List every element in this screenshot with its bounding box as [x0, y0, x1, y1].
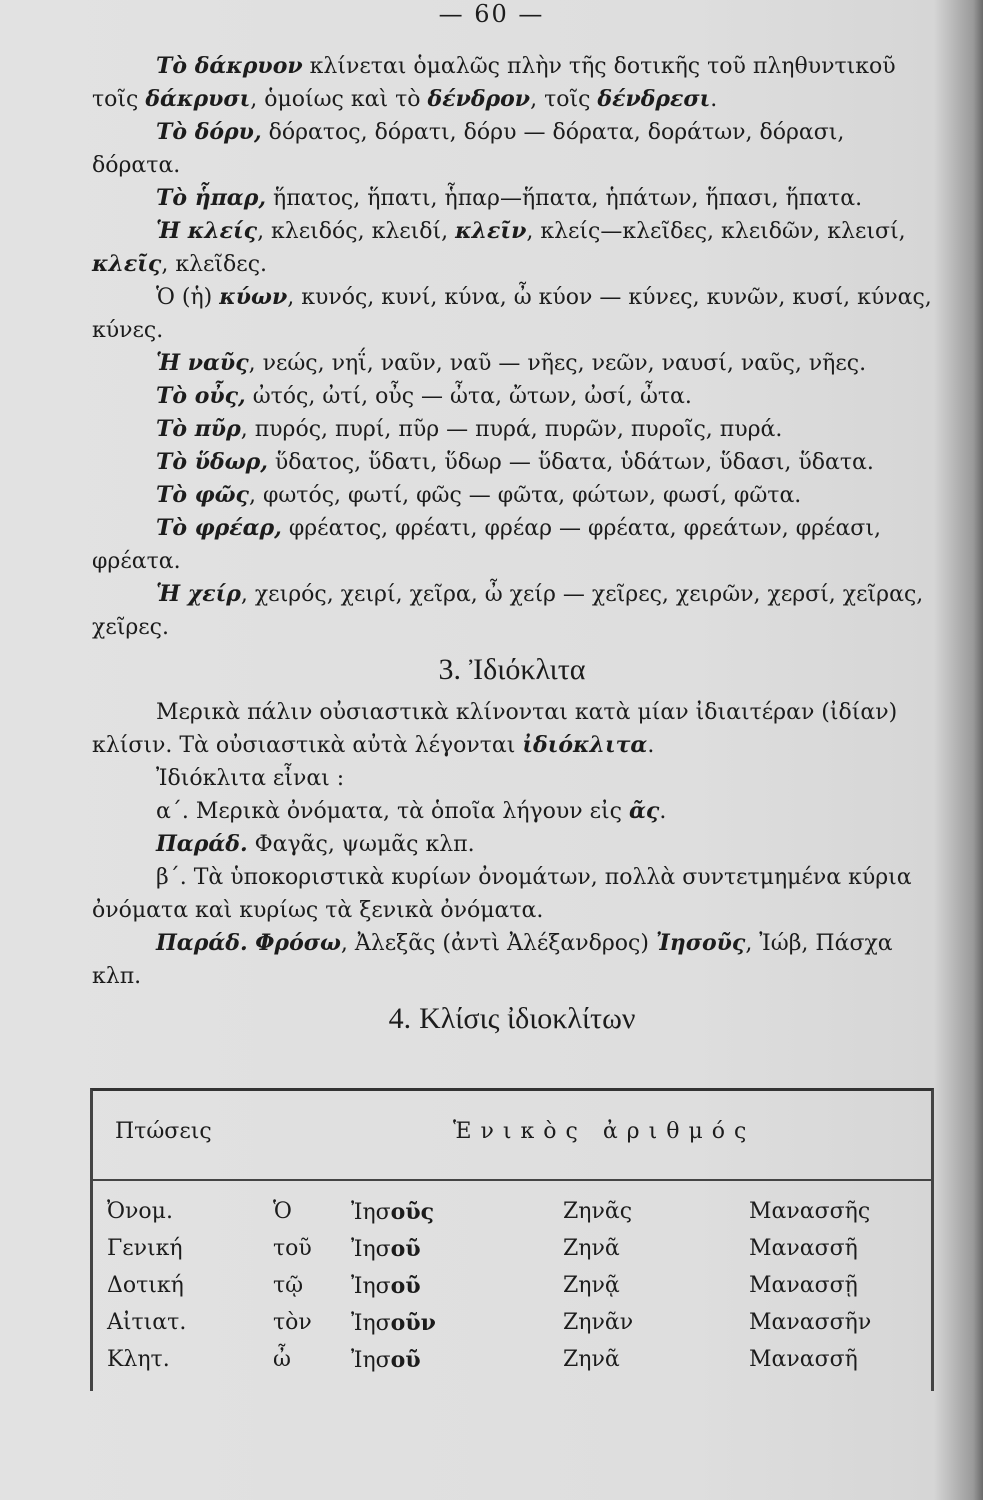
manasses-cell: Μανασσῆς: [749, 1199, 871, 1224]
page-number: — 60 —: [438, 0, 545, 28]
paragraph-kyon: Ὁ (ἡ) κύων, κυνός, κυνί, κύνα, ὦ κύον — κύνες, κυνῶν, κυσί, κύνας, κύνες.: [92, 284, 932, 343]
paragraph-pyr: Τὸ πῦρ, πυρός, πυρί, πῦρ — πυρά, πυρῶν, πυροῖς, πυρά.: [156, 416, 783, 442]
paragraph-naus: Ἡ ναῦς, νεώς, νηΐ, ναῦν, ναῦ — νῆες, νεῶν, ναυσί, ναῦς, νῆες.: [156, 350, 867, 376]
section-heading-4: 4. Κλίσις ἰδιοκλίτων: [388, 1002, 636, 1035]
manasses-cell: Μανασσῆ: [749, 1236, 858, 1261]
case-cell: Δοτική: [107, 1273, 184, 1298]
zenas-cell: Ζηνᾶν: [563, 1310, 634, 1335]
paragraph-kleis: Ἡ κλείς, κλειδός, κλειδί, κλεῖν, κλείς—κλεῖδες, κλειδῶν, κλεισί, κλεῖς, κλεῖδες.: [92, 218, 906, 277]
manasses-cell: Μανασσῆ: [749, 1347, 858, 1372]
paragraph-idioklita-intro: Μερικὰ πάλιν οὐσιαστικὰ κλίνονται κατὰ μίαν ἰδιαιτέραν (ἰδίαν) κλίσιν. Τὰ οὐσιαστικὰ αὐτὰ λέγονται ἰδιόκλιτα.: [92, 700, 898, 758]
declension-table: [90, 1088, 934, 1391]
article-cell: τὸν: [273, 1310, 312, 1335]
header-singular: Ἑνικὸς ἀριθμός: [453, 1119, 756, 1144]
table-row: [93, 1347, 931, 1381]
zenas-cell: Ζηνᾷ: [563, 1273, 620, 1298]
manasses-cell: Μανασσῇ: [749, 1273, 858, 1298]
paragraph-beta: β΄. Τὰ ὑποκοριστικὰ κυρίων ὀνομάτων, πολλὰ συντετμημένα κύρια ὀνόματα καὶ κυρίως τὰ ξενικὰ ὀνόματα.: [92, 865, 912, 923]
case-cell: Κλητ.: [107, 1347, 170, 1372]
paragraph-ous: Τὸ οὖς, ὠτός, ὠτί, οὖς — ὦτα, ὤτων, ὠσί, ὦτα.: [156, 383, 692, 409]
article-cell: τοῦ: [273, 1236, 312, 1261]
table-row: [93, 1310, 931, 1344]
case-cell: Ὀνομ.: [107, 1199, 173, 1224]
paragraph-idioklita-are: Ἰδιόκλιτα εἶναι :: [156, 766, 345, 791]
paragraph-example-2: Παράδ. Φρόσω, Ἀλεξᾶς (ἀντὶ Ἀλέξανδρος) Ἰησοῦς, Ἰώβ, Πάσχα κλπ.: [92, 930, 893, 989]
iesous-cell: Ἰησοῦς: [351, 1199, 435, 1225]
table-header: [93, 1091, 931, 1181]
paragraph-example-1: Παράδ. Φαγᾶς, ψωμᾶς κλπ.: [156, 831, 475, 857]
case-cell: Γενική: [107, 1236, 183, 1261]
article-cell: ὦ: [273, 1347, 291, 1372]
paragraph-hepar: Τὸ ἧπαρ, ἥπατος, ἥπατι, ἧπαρ—ἥπατα, ἡπάτων, ἥπασι, ἥπατα.: [156, 185, 863, 211]
paragraph-hydor: Τὸ ὕδωρ, ὕδατος, ὕδατι, ὕδωρ — ὕδατα, ὑδάτων, ὕδασι, ὕδατα.: [156, 449, 874, 475]
table-row: [93, 1236, 931, 1270]
iesous-cell: Ἰησοῦ: [351, 1273, 421, 1299]
zenas-cell: Ζηνᾶς: [563, 1199, 633, 1224]
paragraph-phos: Τὸ φῶς, φωτός, φωτί, φῶς — φῶτα, φώτων, φωσί, φῶτα.: [156, 482, 802, 508]
iesous-cell: Ἰησοῦ: [351, 1347, 421, 1373]
header-cases: Πτώσεις: [115, 1119, 212, 1144]
paragraph-dakryon: Τὸ δάκρυον κλίνεται ὁμαλῶς πλὴν τῆς δοτικῆς τοῦ πληθυντικοῦ τοῖς δάκρυσι, ὁμοίως καὶ τὸ δένδρον, τοῖς δένδρεσι.: [92, 53, 896, 112]
paragraph-frear: Τὸ φρέαρ, φρέατος, φρέατι, φρέαρ — φρέατα, φρεάτων, φρέασι, φρέατα.: [92, 515, 881, 574]
section-heading-3: 3. Ἰδιόκλιτα: [438, 653, 586, 686]
iesous-cell: Ἰησοῦ: [351, 1236, 421, 1262]
zenas-cell: Ζηνᾶ: [563, 1236, 620, 1261]
body-text: [92, 50, 932, 1045]
case-cell: Αἰτιατ.: [107, 1310, 187, 1335]
manasses-cell: Μανασσῆν: [749, 1310, 872, 1335]
paragraph-alpha: α΄. Μερικὰ ὀνόματα, τὰ ὁποῖα λήγουν εἰς ᾶς.: [156, 798, 667, 824]
zenas-cell: Ζηνᾶ: [563, 1347, 620, 1372]
article-cell: Ὁ: [273, 1199, 292, 1224]
paragraph-cheir: Ἡ χείρ, χειρός, χειρί, χεῖρα, ὦ χείρ — χεῖρες, χειρῶν, χερσί, χεῖρας, χεῖρες.: [92, 581, 924, 640]
table-row: [93, 1199, 931, 1233]
iesous-cell: Ἰησοῦν: [351, 1310, 436, 1336]
table-row: [93, 1273, 931, 1307]
paragraph-dory: Τὸ δόρυ, δόρατος, δόρατι, δόρυ — δόρατα, δοράτων, δόρασι, δόρατα.: [92, 119, 845, 178]
article-cell: τῷ: [273, 1273, 304, 1298]
